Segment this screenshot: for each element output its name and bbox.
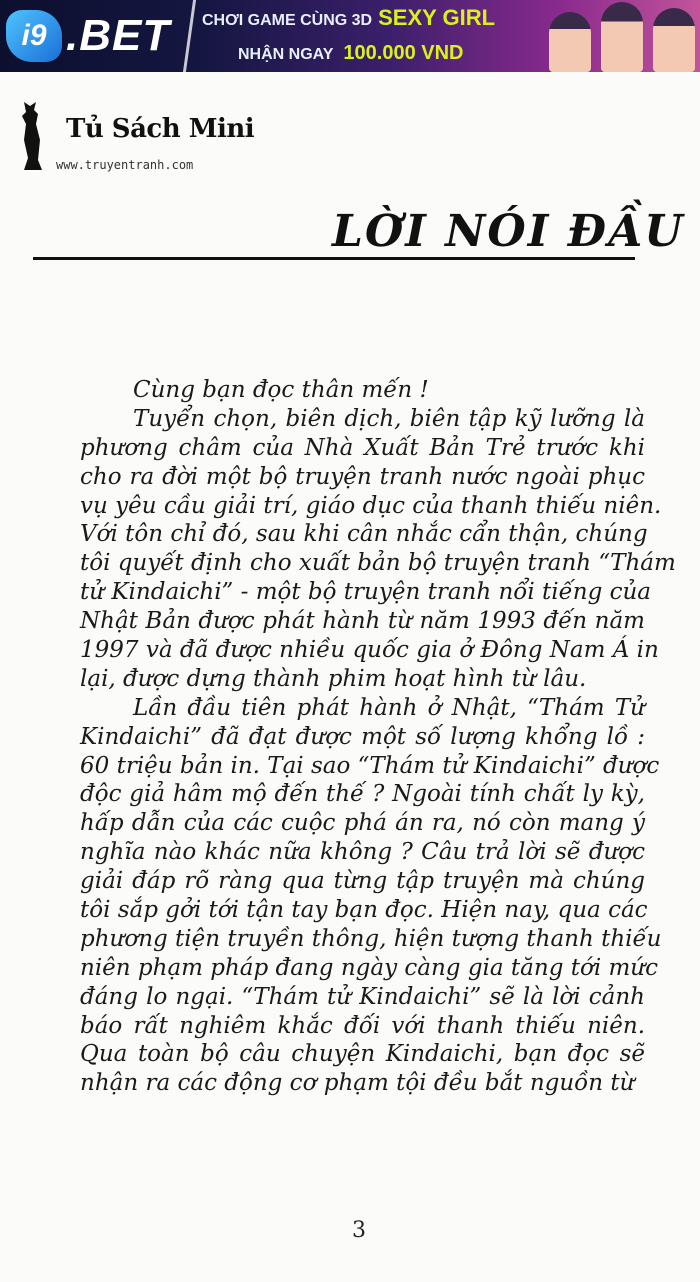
brand-name: Tủ Sách Mini [66, 114, 255, 144]
text-line: vụ yêu cầu giải trí, giáo dục của thanh thiếu niên. [80, 492, 662, 519]
text-line: Tuyển chọn, biên dịch, biên tập kỹ lưỡng là [133, 405, 645, 432]
brand-url: www.truyentranh.com [56, 158, 194, 172]
text-line: Lần đầu tiên phát hành ở Nhật, “Thám Tử [133, 694, 645, 721]
publisher-brand [14, 100, 255, 175]
preface-text [80, 376, 676, 1098]
silhouette-icon [20, 100, 44, 172]
i9bet-logo [6, 8, 170, 64]
text-line: phương tiện truyền thông, hiện tượng thanh thiếu [80, 925, 662, 952]
banner-divider [183, 0, 196, 72]
ad-line-1-text: CHƠI GAME CÙNG 3D [202, 12, 373, 29]
text-line: nghĩa nào khác nữa không ? Câu trả lời sẽ được [80, 839, 645, 866]
title-rule [33, 257, 635, 260]
text-line: đáng lo ngại. “Thám tử Kindaichi” sẽ là lời cảnh [80, 983, 645, 1010]
page-title: LỜI NÓI ĐẦU [332, 206, 685, 257]
logo-badge: i9 [6, 10, 62, 62]
text-line: 1997 và đã được nhiều quốc gia ở Đông Nam Á in [80, 637, 659, 664]
text-line: 60 triệu bản in. Tại sao “Thám tử Kindaichi” được [80, 752, 660, 779]
text-line: lại, được dựng thành phim hoạt hình từ lâu. [80, 665, 587, 692]
logo-wordmark: .BET [66, 11, 171, 60]
text-line: Với tôn chỉ đó, sau khi cân nhắc cẩn thận, chúng [80, 521, 648, 548]
ad-banner[interactable] [0, 0, 700, 72]
ad-line-2-highlight: 100.000 VND [343, 42, 464, 64]
text-line: tôi quyết định cho xuất bản bộ truyện tranh “Thám [80, 550, 676, 577]
text-line: Qua toàn bộ câu chuyện Kindaichi, bạn đọc sẽ [80, 1041, 645, 1068]
text-line: tử Kindaichi” - một bộ truyện tranh nổi tiếng của [80, 579, 652, 606]
text-line: Nhật Bản được phát hành từ năm 1993 đến năm [80, 608, 645, 635]
ad-line-1 [202, 3, 495, 33]
character-image [653, 8, 695, 72]
text-line: phương châm của Nhà Xuất Bản Trẻ trước khi [80, 434, 645, 461]
ad-line-1-highlight: SEXY GIRL [378, 5, 496, 30]
text-line: hấp dẫn của các cuộc phá án ra, nó còn mang ý [80, 810, 645, 837]
text-line: giải đáp rõ ràng qua từng tập truyện mà chúng [80, 868, 645, 895]
ad-line-2 [238, 38, 464, 68]
text-line: độc giả hâm mộ đến thế ? Ngoài tính chất ly kỳ, [80, 781, 645, 808]
character-image [601, 2, 643, 72]
text-line: tôi sắp gởi tới tận tay bạn đọc. Hiện nay, qua các [80, 897, 648, 924]
text-line: cho ra đời một bộ truyện tranh nước ngoài phục [80, 463, 645, 490]
ad-illustration [545, 0, 700, 72]
text-line: báo rất nghiêm khắc đối với thanh thiếu niên. [80, 1012, 645, 1039]
page-number: 3 [352, 1218, 366, 1243]
text-line: niên phạm pháp đang ngày càng gia tăng tới mức [80, 954, 658, 981]
ad-line-2-text: NHẬN NGAY [238, 46, 334, 63]
character-image [549, 12, 591, 72]
text-line: nhận ra các động cơ phạm tội đều bắt nguồn từ [80, 1070, 635, 1097]
text-line: Cùng bạn đọc thân mến ! [133, 377, 429, 403]
text-line: Kindaichi” đã đạt được một số lượng khổng lồ : [80, 723, 645, 750]
